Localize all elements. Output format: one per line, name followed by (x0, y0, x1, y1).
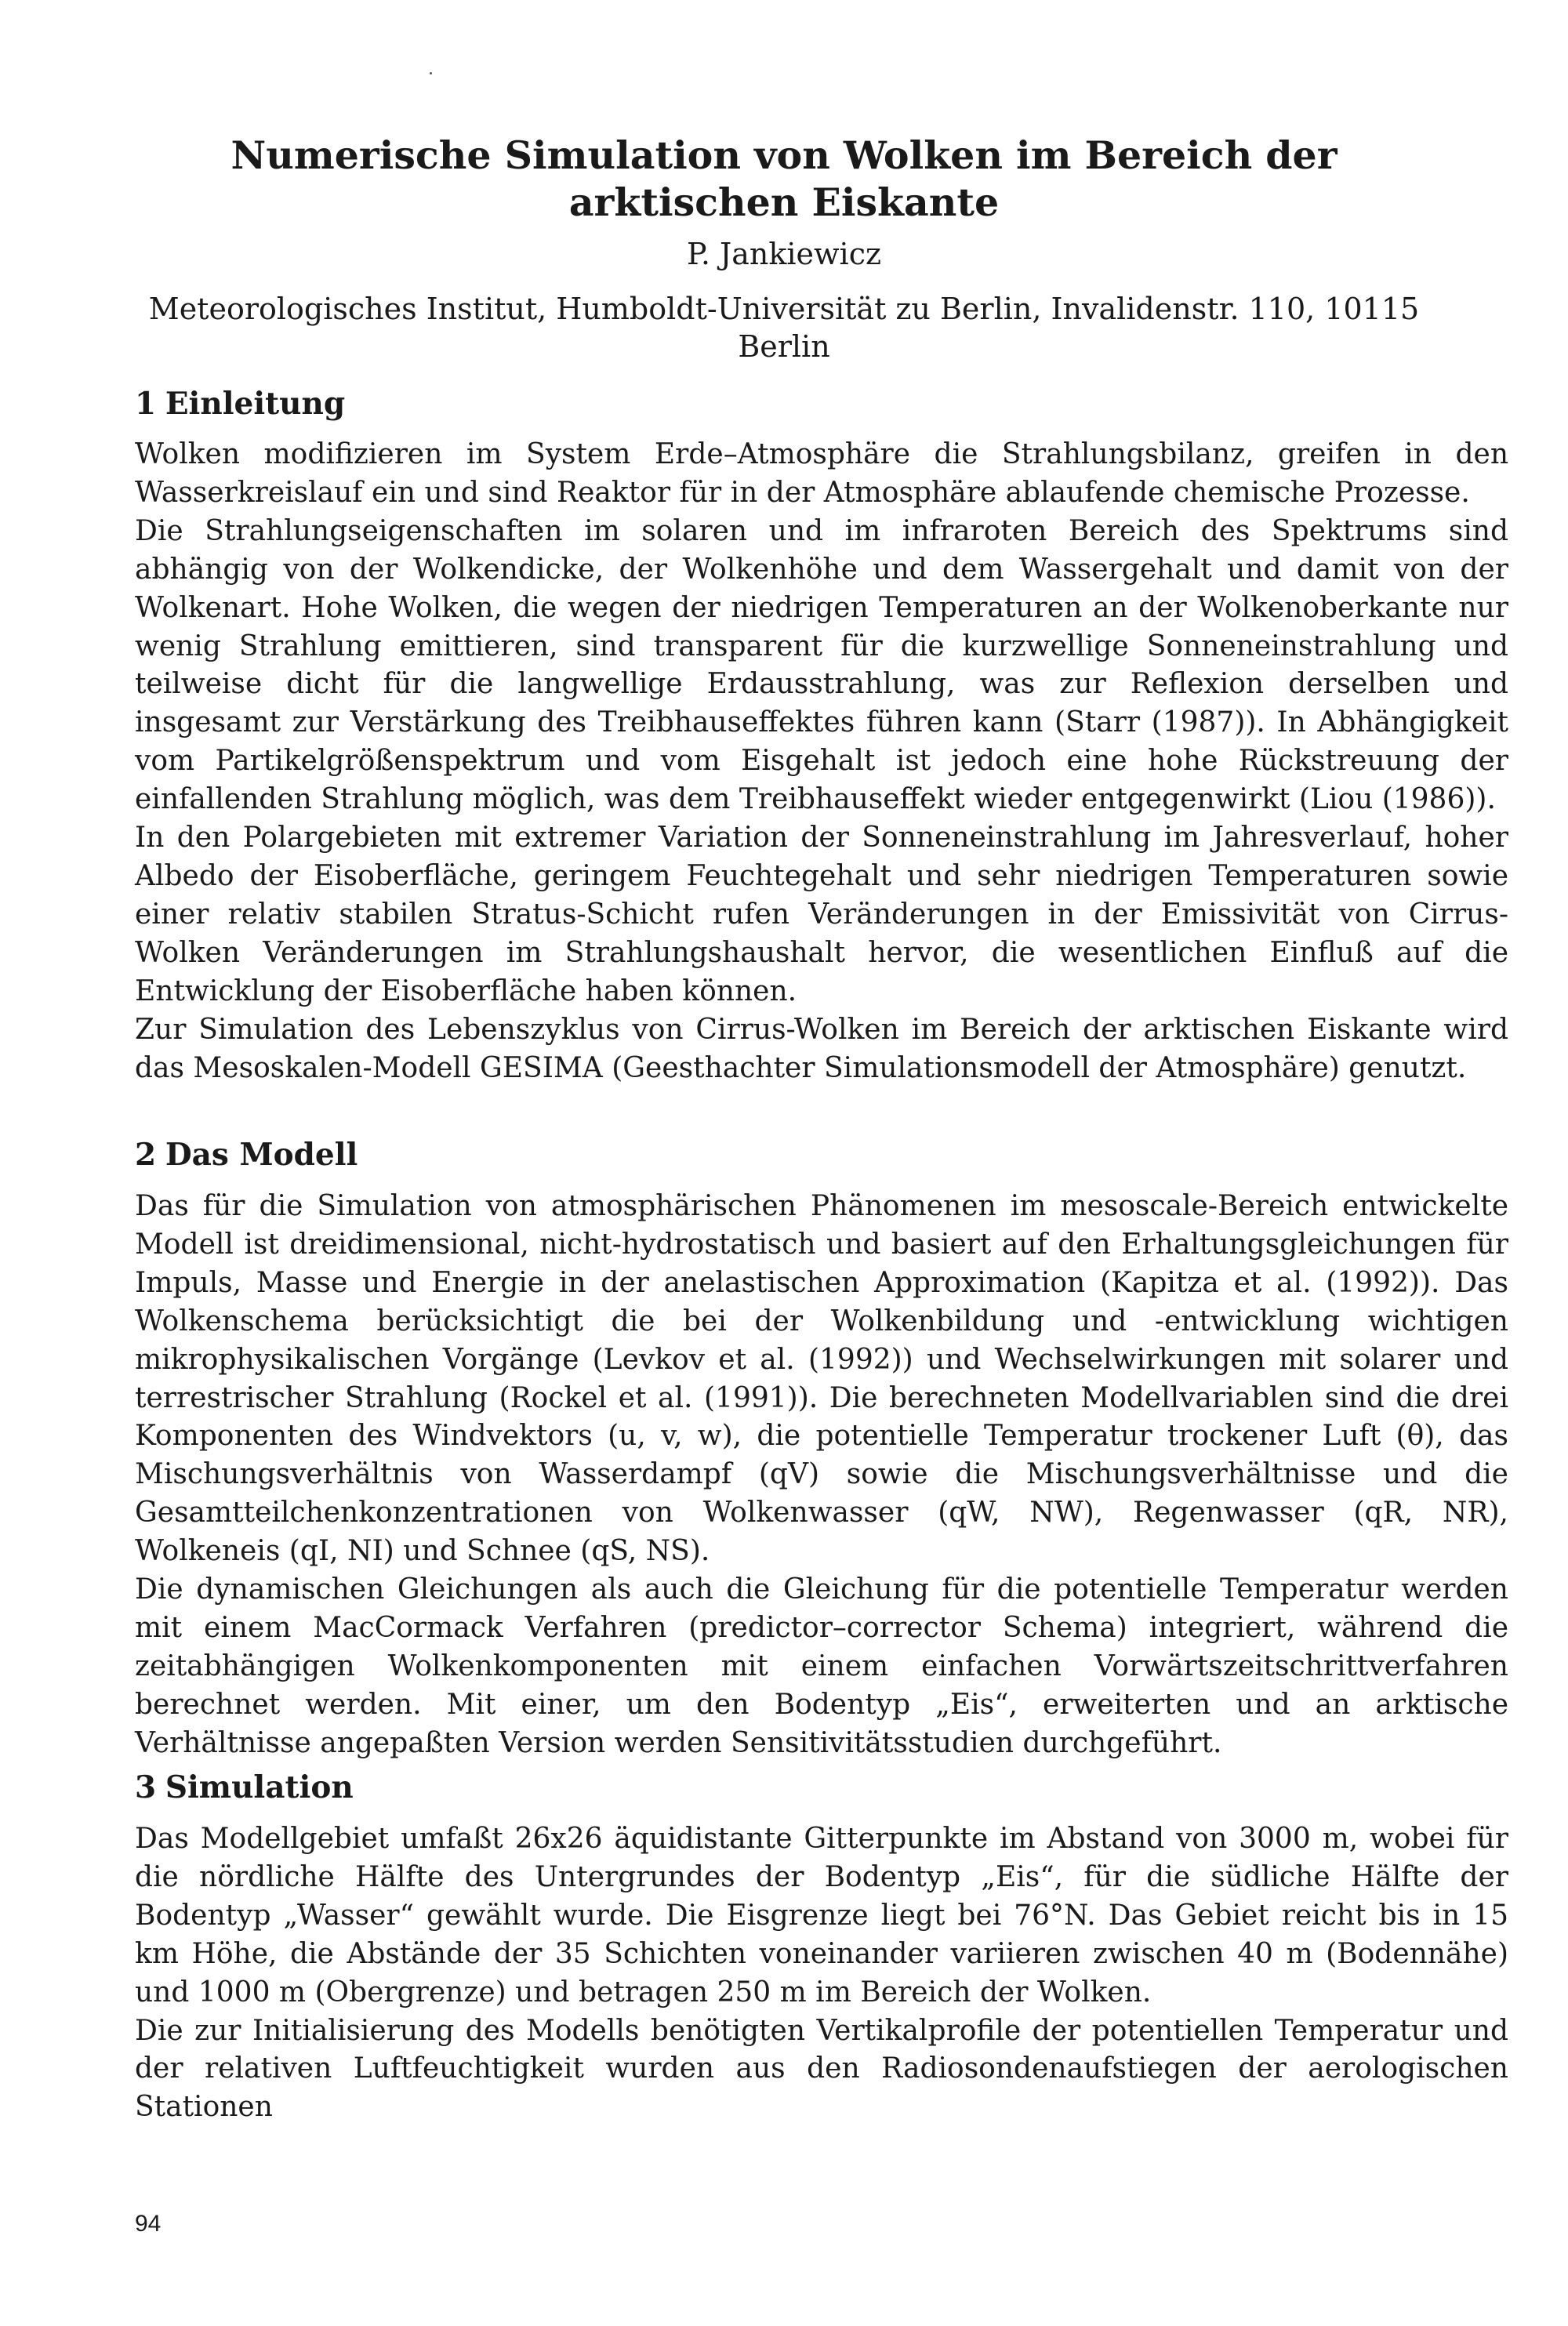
section-body-das-modell (135, 1188, 1508, 1763)
page-number: 94 (135, 2211, 162, 2237)
paragraph: Das Modellgebiet umfaßt 26x26 äquidistante Gitterpunkte im Abstand von 3000 m, wobei für die nördliche Hälfte des Untergrundes der Bodentyp „Eis“, für die südliche Hälfte der Bodentyp „Wasser“ gewählt wurde. Die Eisgrenze liegt bei 76°N. Das Gebiet reicht bis in 15 km Höhe, die Abstände der 35 Schichten voneinander variieren zwischen 40 m (Bodennähe) und 1000 m (Obergrenze) und betragen 250 m im Bereich der Wolken. (135, 1823, 1508, 2008)
paper-title (133, 132, 1435, 226)
paragraph: Die dynamischen Gleichungen als auch die Gleichung für die potentielle Temperatur werden mit einem MacCormack Verfahren (predictor–corrector Schema) integriert, während die zeitabhängigen Wolkenkomponenten mit einem einfachen Vorwärtszeitschrittverfahren berechnet werden. Mit einer, um den Bodentyp „Eis“, erweiterten und an arktische Verhältnisse angepaßten Version werden Sensitivitätsstudien durchgeführt. (135, 1573, 1508, 1759)
section-number: 3 (135, 1769, 157, 1805)
section-body-simulation (135, 1820, 1508, 2127)
author-name: P. Jankiewicz (686, 237, 882, 271)
scan-speck (430, 72, 432, 74)
section-number: 1 (135, 386, 157, 422)
section-heading-das-modell (135, 1135, 358, 1174)
section-heading-simulation (135, 1768, 354, 1807)
section-body-einleitung (135, 436, 1508, 1087)
paragraph: Zur Simulation des Lebenszyklus von Cirrus-Wolken im Bereich der arktischen Eiskante wird das Mesoskalen-Modell GESIMA (Geesthachter Simulationsmodell der Atmosphäre) genutzt. (135, 1013, 1508, 1084)
paragraph: Die zur Initialisierung des Modells benötigten Vertikalprofile der potentiellen Temperatur und der relativen Luftfeuchtigkeit wurden aus den Radiosondenaufstiegen der aerologischen Stationen (135, 2014, 1508, 2124)
author-affiliation: Meteorologisches Institut, Humboldt-Universität zu Berlin, Invalidenstr. 110, 10115 Berlin (148, 292, 1420, 364)
section-title: Das Modell (165, 1137, 358, 1173)
section-number: 2 (135, 1137, 157, 1173)
title-line-1: Numerische Simulation von Wolken im Bereich der (230, 132, 1338, 178)
paragraph: Das für die Simulation von atmosphärischen Phänomenen im mesoscale-Bereich entwickelte Modell ist dreidimensional, nicht-hydrostatisch und basiert auf den Erhaltungsgleichungen für Impuls, Masse und Energie in der anelastischen Approximation (Kapitza et al. (1992)). Das Wolkenschema berücksichtigt die bei der Wolkenbildung und -entwicklung wichtigen mikrophysikalischen Vorgänge (Levkov et al. (1992)) und Wechselwirkungen mit solarer und terrestrischer Strahlung (Rockel et al. (1991)). Die berechneten Modellvariablen sind die drei Komponenten des Windvektors (u, v, w), die potentielle Temperatur trockener Luft (θ), das Mischungsverhältnis von Wasserdampf (qV) sowie die Mischungsverhältnisse und die Gesamtteilchenkonzentrationen von Wolkenwasser (qW, NW), Regenwasser (qR, NR), Wolkeneis (qI, NI) und Schnee (qS, NS). (135, 1190, 1508, 1568)
section-heading-einleitung (135, 384, 345, 423)
section-title: Simulation (165, 1769, 354, 1805)
section-title: Einleitung (165, 386, 346, 422)
paragraph: Wolken modifizieren im System Erde–Atmosphäre die Strahlungsbilanz, greifen in den Wasserkreislauf ein und sind Reaktor für in der Atmosphäre ablaufende chemische Prozesse. (135, 438, 1508, 509)
paragraph: Die Strahlungseigenschaften im solaren und im infraroten Bereich des Spektrums sind abhängig von der Wolkendicke, der Wolkenhöhe und dem Wassergehalt und damit von der Wolkenart. Hohe Wolken, die wegen der niedrigen Temperaturen an der Wolkenoberkante nur wenig Strahlung emittieren, sind transparent für die kurzwellige Sonneneinstrahlung und teilweise dicht für die langwellige Erdausstrahlung, was zur Reflexion derselben und insgesamt zur Verstärkung des Treibhauseffektes führen kann (Starr (1987)). In Abhängigkeit vom Partikelgrößenspektrum und vom Eisgehalt ist jedoch eine hohe Rückstreuung der einfallenden Strahlung möglich, was dem Treibhauseffekt wieder entgegenwirkt (Liou (1986)). (135, 514, 1508, 816)
paragraph: In den Polargebieten mit extremer Variation der Sonneneinstrahlung im Jahresverlauf, hoher Albedo der Eisoberfläche, geringem Feuchtegehalt und sehr niedrigen Temperaturen sowie einer relativ stabilen Stratus-Schicht rufen Veränderungen in der Emissivität von Cirrus-Wolken Veränderungen im Strahlungshaushalt hervor, die wesentlichen Einfluß auf die Entwicklung der Eisoberfläche haben können. (135, 822, 1508, 1007)
title-line-2: arktischen Eiskante (568, 180, 1000, 225)
